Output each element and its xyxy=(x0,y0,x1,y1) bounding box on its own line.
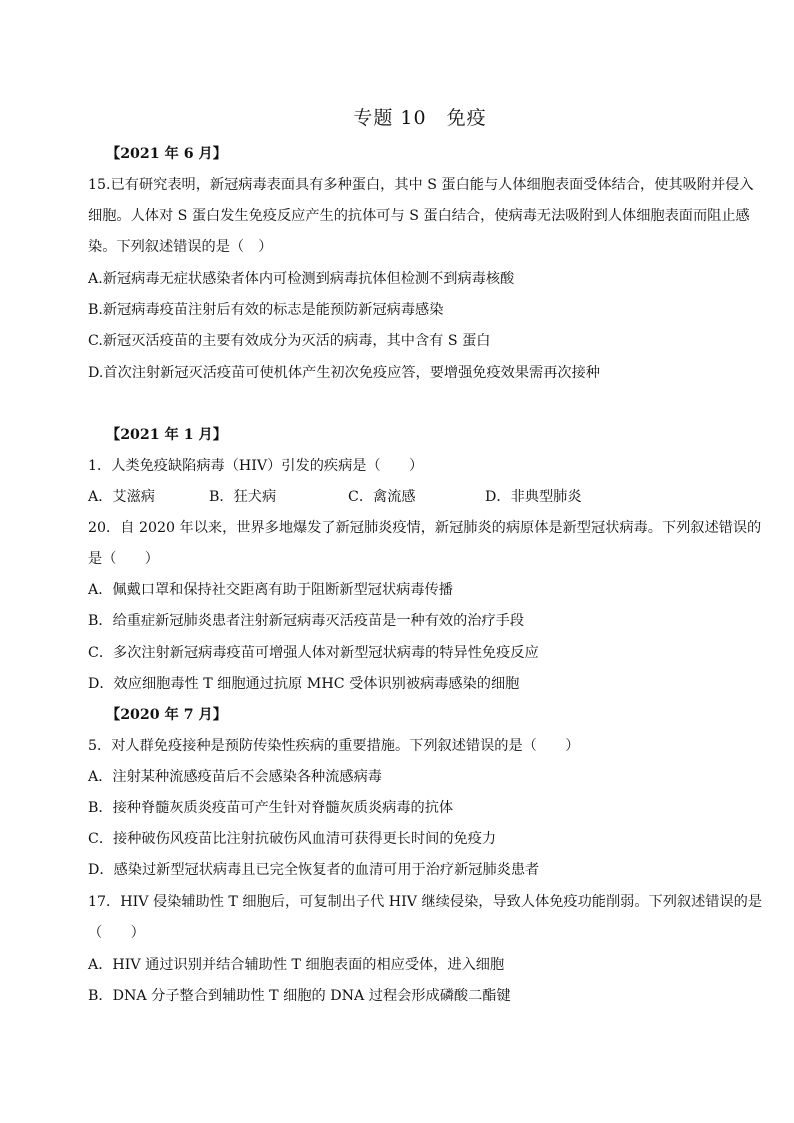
q17-option-a: A．HIV 通过识别并结合辅助性 T 细胞表面的相应受体，进入细胞 xyxy=(88,957,505,973)
q5-option-c: C．接种破伤风疫苗比注射抗破伤风血清可获得更长时间的免疫力 xyxy=(88,831,497,847)
q17-stem-line-1: 17．HIV 侵染辅助性 T 细胞后，可复制出子代 HIV 继续侵染，导致人体免疫功能削弱。下列叙述错误的是 xyxy=(88,894,763,910)
q1-stem: 1．人类免疫缺陷病毒（HIV）引发的疾病是（ ） xyxy=(88,458,424,474)
q1-option-b: B．狂犬病 xyxy=(209,489,277,505)
q15-stem-line-1: 15.已有研究表明，新冠病毒表面具有多种蛋白，其中 S 蛋白能与人体细胞表面受体结合，使其吸附并侵入 xyxy=(88,177,754,193)
q20-option-d: D．效应细胞毒性 T 细胞通过抗原 MHC 受体识别被病毒感染的细胞 xyxy=(88,676,520,692)
section-heading-2020-07: 【2020 年 7 月】 xyxy=(106,707,227,723)
q20-option-c: C．多次注射新冠病毒疫苗可增强人体对新型冠状病毒的特异性免疫反应 xyxy=(88,645,539,661)
q15-stem-line-3: 染。下列叙述错误的是（ ） xyxy=(88,239,273,255)
q17-stem-line-2: （ ） xyxy=(88,925,145,941)
q15-option-d: D.首次注射新冠灭活疫苗可使机体产生初次免疫应答，要增强免疫效果需再次接种 xyxy=(88,365,600,381)
q17-option-b: B．DNA 分子整合到辅助性 T 细胞的 DNA 过程会形成磷酸二酯键 xyxy=(88,988,511,1004)
q15-stem-line-2: 细胞。人体对 S 蛋白发生免疫反应产生的抗体可与 S 蛋白结合，使病毒无法吸附到人体细胞表面而阻止感 xyxy=(88,208,750,224)
q20-stem-line-1: 20．自 2020 年以来，世界多地爆发了新冠肺炎疫情，新冠肺炎的病原体是新型冠状病毒。下列叙述错误的 xyxy=(88,520,762,536)
q5-option-d: D．感染过新型冠状病毒且已完全恢复者的血清可用于治疗新冠肺炎患者 xyxy=(88,862,540,878)
q5-stem: 5．对人群免疫接种是预防传染性疾病的重要措施。下列叙述错误的是（ ） xyxy=(88,738,580,754)
q15-option-a: A.新冠病毒无症状感染者体内可检测到病毒抗体但检测不到病毒核酸 xyxy=(88,271,515,287)
section-heading-2021-01: 【2021 年 1 月】 xyxy=(106,427,227,443)
q5-option-b: B．接种脊髓灰质炎疫苗可产生针对脊髓灰质炎病毒的抗体 xyxy=(88,800,454,816)
q5-option-a: A．注射某种流感疫苗后不会感染各种流感病毒 xyxy=(88,769,382,785)
q1-option-a: A．艾滋病 xyxy=(88,489,155,505)
q1-option-d: D．非典型肺炎 xyxy=(485,489,582,505)
q20-option-b: B．给重症新冠肺炎患者注射新冠病毒灭活疫苗是一种有效的治疗手段 xyxy=(88,613,525,629)
page-title: 专题 10 免疫 xyxy=(353,107,487,129)
q15-option-b: B.新冠病毒疫苗注射后有效的标志是能预防新冠病毒感染 xyxy=(88,302,444,318)
q20-option-a: A．佩戴口罩和保持社交距离有助于阻断新型冠状病毒传播 xyxy=(88,582,453,598)
section-heading-2021-06: 【2021 年 6 月】 xyxy=(106,146,227,162)
q15-option-c: C.新冠灭活疫苗的主要有效成分为灭活的病毒，其中含有 S 蛋白 xyxy=(88,333,491,349)
q20-stem-line-2: 是（ ） xyxy=(88,551,159,567)
q1-options-row xyxy=(88,486,728,508)
q1-option-c: C．禽流感 xyxy=(348,489,416,505)
